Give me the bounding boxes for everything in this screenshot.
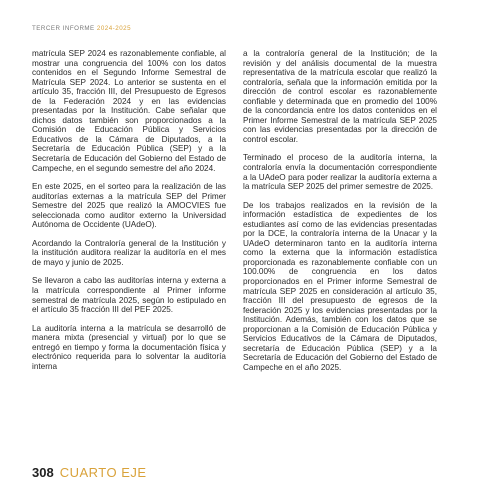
header-years: 2024-2025 [96,25,132,32]
paragraph: De los trabajos realizados en la revisión de la información estadística de expedientes de los estudiantes así como de las evidencias presentadas por la DCE, la contraloría interna de la Unacar y la UAdeO determinaron tanto en la auditoría interna como la externa que la información estadística proporcionada es razonablemente confiable con un 100.00% de congruencia en los datos proporcionados en el Primer informe Semestral de matrícula SEP 2025 en consideración al artículo 35, fracción III del presupuesto de egresos de la federación 2025 y los evidencias presentadas por la Institución. Además, también con los datos que se proporcionan a la Comisión de Educación Pública y Servicios Educativos de la Cámara de Diputados, secretaría de Educación Pública (SEP) y a la Secretaría de Educación del Gobierno del Estado de Campeche en el año 2025. [243,200,437,372]
right-column [243,49,437,382]
paragraph: a la contraloría general de la Institución; de la revisión y del análisis documental de la muestra representativa de la matrícula escolar que realizó la contraloría, señala que la información emitida por la dirección de control escolar es razonablemente confiable y determinada que en promedio del 100% de la concordancia entre los datos contenidos en el Primer Informe Semestral de la matrícula SEP 2025 con las evidencias presentadas por la dirección de control escolar. [243,49,437,144]
paragraph: Acordando la Contraloría general de la Institución y la institución auditora realizar la auditoría en el mes de mayo y junio de 2025. [32,238,226,267]
running-header [32,25,131,32]
header-title: TERCER INFORME [32,25,95,32]
left-column [32,49,226,380]
section-name: CUARTO EJE [59,465,147,480]
page-footer [32,465,147,480]
paragraph: Terminado el proceso de la auditoría interna, la contraloría envía la documentación correspondiente a la UAdeO para poder realizar la auditoría externa a la matrícula SEP 2025 del primer semestre de 2025. [243,153,437,192]
paragraph: En este 2025, en el sorteo para la realización de las auditorías externas a la matrícula SEP del Primer Semestre del 2025 que realizó la AMOCVIES fue seleccionada como auditor externo la Universidad Autónoma de Occidente (UAdeO). [32,182,226,230]
paragraph: matrícula SEP 2024 es razonablemente confiable, al mostrar una congruencia del 100% con los datos contenidos en el Segundo Informe Semestral de Matrícula SEP 2024. Lo anterior se sustenta en el artículo 35, fracción III, del Presupuesto de Egresos de la Federación 2024 y en las evidencias presentadas por la Institución. Cabe señalar que dichos datos también son proporcionados a la Comisión de Educación Pública y Servicios Educativos de la Cámara de Diputados, a la Secretaría de Educación Pública (SEP) y a la Secretaría de Educación del Gobierno del Estado de Campeche, en el segundo semestre del año 2024. [32,49,226,173]
paragraph: La auditoría interna a la matrícula se desarrolló de manera mixta (presencial y virtual) por lo que se entregó en tiempo y forma la documentación física y electrónico requerida para lo solventar la auditoría interna [32,323,226,371]
page-number: 308 [32,465,54,480]
paragraph: Se llevaron a cabo las auditorías interna y externa a la matrícula correspondiente al Primer informe semestral de matrícula 2025, según lo estipulado en el artículo 35 fracción III del PEF 2025. [32,276,226,315]
